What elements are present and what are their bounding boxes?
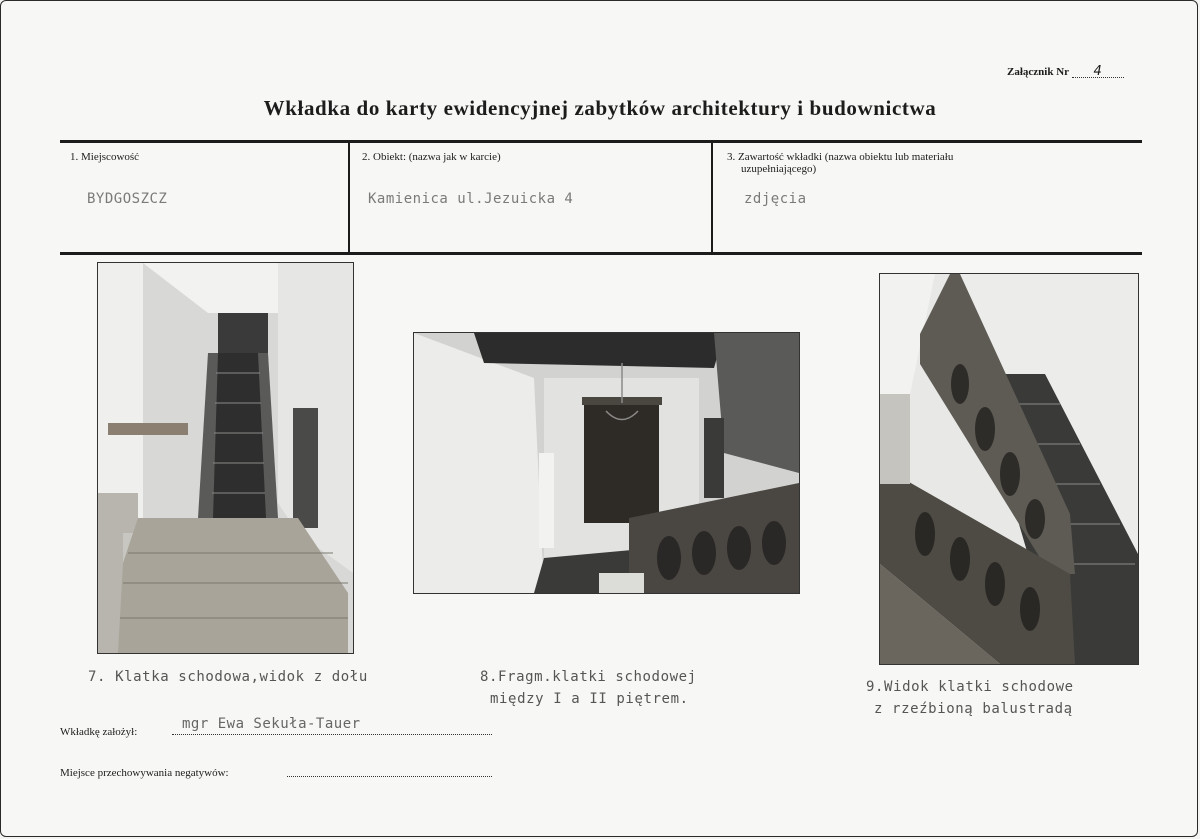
caption-line: 9.Widok klatki schodowe [866, 679, 1074, 695]
field-value-object: Kamienica ul.Jezuicka 4 [368, 191, 574, 207]
photo-carved-balustrade [879, 273, 1139, 665]
author-label: Wkładkę założył: [60, 726, 138, 738]
field-value-locality: BYDGOSZCZ [87, 191, 168, 207]
photo-staircase-from-below [97, 262, 354, 654]
field-label-contents [727, 151, 953, 175]
caption-line: między I a II piętrem. [490, 691, 689, 707]
caption-photo-9 [866, 676, 1074, 720]
negatives-dotted-line [287, 776, 492, 777]
author-value: mgr Ewa Sekuła-Tauer [182, 716, 361, 732]
field-value-contents: zdjęcia [744, 191, 807, 207]
field-label-object: 2. Obiekt: (nazwa jak w karcie) [362, 151, 501, 163]
caption-line: 7. Klatka schodowa,widok z dołu [88, 669, 368, 685]
negatives-label: Miejsce przechowywania negatywów: [60, 767, 229, 779]
annex-label: Załącznik Nr [1007, 66, 1069, 78]
caption-photo-7 [88, 666, 368, 688]
caption-photo-8 [480, 666, 697, 710]
table-top-rule [60, 140, 1142, 143]
caption-line: z rzeźbioną balustradą [874, 701, 1073, 717]
author-dotted-line [172, 734, 492, 735]
field-label-contents-line1: 3. Zawartość wkładki (nazwa obiektu lub materiału [727, 151, 954, 163]
annex-value: 4 [1072, 67, 1124, 78]
field-label-contents-line2: uzupełniającego) [741, 163, 817, 175]
column-divider [348, 143, 350, 254]
annex-number [1007, 66, 1124, 78]
table-bottom-rule [60, 252, 1142, 255]
field-label-locality: 1. Miejscowość [70, 151, 140, 163]
caption-line: 8.Fragm.klatki schodowej [480, 669, 697, 685]
photo-staircase-fragment [413, 332, 800, 594]
column-divider [711, 143, 713, 254]
document-title: Wkładka do karty ewidencyjnej zabytków architektury i budownictwa [263, 96, 937, 120]
